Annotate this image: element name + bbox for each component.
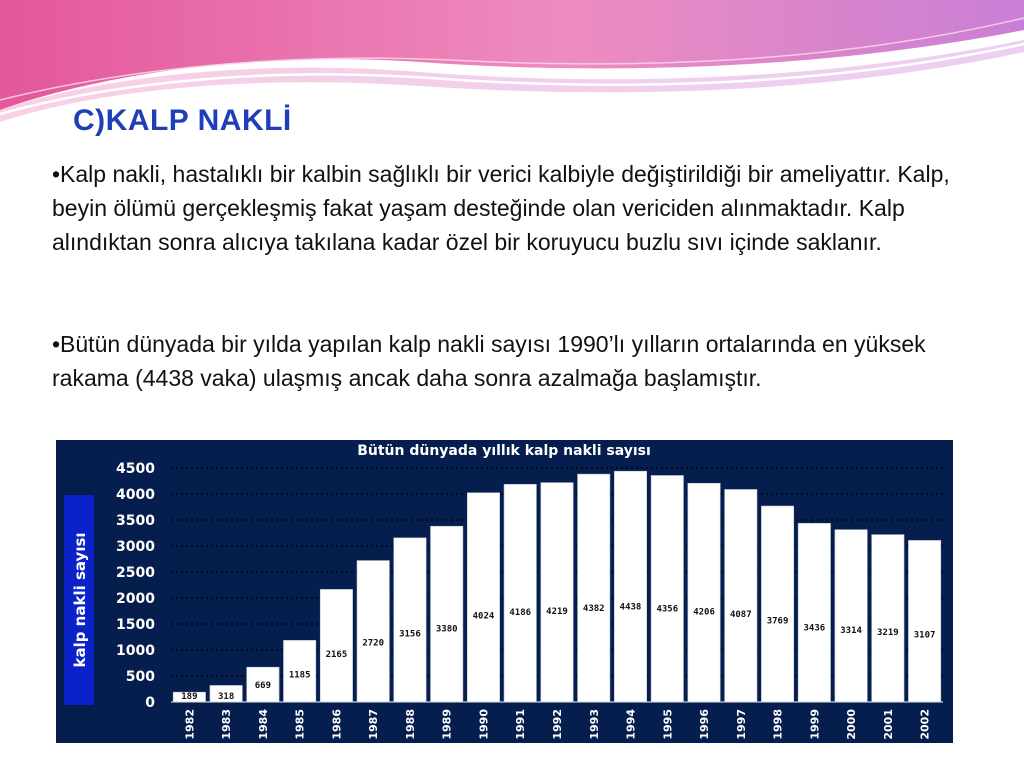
bar-value-label: 4382 bbox=[582, 603, 605, 614]
bar bbox=[467, 493, 499, 702]
x-tick-label: 1984 bbox=[256, 709, 270, 740]
bar bbox=[761, 506, 793, 702]
bar-value-label: 189 bbox=[181, 692, 198, 702]
x-tick-label: 1988 bbox=[403, 709, 417, 740]
x-tick-label: 1994 bbox=[624, 709, 638, 740]
x-tick-label: 1998 bbox=[771, 709, 785, 740]
bar bbox=[688, 483, 720, 702]
y-tick-label: 0 bbox=[145, 695, 155, 711]
bar-value-label: 4024 bbox=[472, 611, 495, 622]
bar-value-label: 3436 bbox=[803, 623, 826, 634]
x-tick-label: 1991 bbox=[514, 709, 528, 740]
x-tick-label: 1987 bbox=[367, 709, 381, 740]
x-tick-label: 1982 bbox=[183, 709, 197, 740]
bar-value-label: 4186 bbox=[509, 607, 532, 618]
bar-value-label: 3219 bbox=[877, 628, 899, 639]
bar-value-label: 1185 bbox=[288, 670, 311, 681]
x-tick-label: 2001 bbox=[881, 709, 895, 740]
bar-value-label: 3156 bbox=[399, 629, 421, 640]
x-tick-label: 1999 bbox=[808, 709, 822, 740]
y-tick-label: 2000 bbox=[116, 591, 155, 607]
y-tick-label: 500 bbox=[125, 669, 155, 685]
bar bbox=[578, 474, 610, 702]
bar-value-label: 4438 bbox=[619, 602, 642, 613]
bar-value-label: 3107 bbox=[913, 630, 936, 641]
x-tick-label: 1993 bbox=[587, 709, 601, 740]
y-tick-label: 3500 bbox=[116, 513, 155, 529]
bar bbox=[798, 523, 830, 702]
x-tick-label: 2002 bbox=[918, 709, 932, 740]
bar bbox=[651, 475, 683, 702]
bar bbox=[394, 538, 426, 702]
y-tick-label: 3000 bbox=[116, 539, 155, 555]
bar bbox=[725, 489, 757, 702]
x-tick-label: 1985 bbox=[293, 709, 307, 740]
bar bbox=[614, 471, 646, 702]
slide-title: C)KALP NAKLİ bbox=[73, 104, 292, 137]
x-tick-label: 1996 bbox=[698, 709, 712, 740]
y-axis-label: kalp nakli sayısı bbox=[71, 532, 89, 668]
y-tick-label: 4000 bbox=[116, 487, 155, 503]
bar bbox=[504, 484, 536, 702]
x-tick-label: 1983 bbox=[220, 709, 234, 740]
x-tick-label: 1986 bbox=[330, 709, 344, 740]
bar-value-label: 3769 bbox=[766, 616, 789, 627]
bar-value-label: 669 bbox=[254, 681, 272, 692]
bar bbox=[908, 540, 940, 702]
bar bbox=[431, 526, 463, 702]
bar-value-label: 3314 bbox=[840, 626, 862, 637]
bar-value-label: 3380 bbox=[435, 624, 458, 635]
x-tick-label: 1989 bbox=[440, 709, 454, 740]
bar-value-label: 2165 bbox=[325, 649, 348, 660]
y-tick-label: 4500 bbox=[116, 461, 155, 477]
paragraph-heart-transplant-definition: •Kalp nakli, hastalıklı bir kalbin sağlıklı bir verici kalbiyle değiştirildiği bir ameliyattır. Kalp, beyin ölümü gerçekleşmiş fakat yaşam desteğinde olan vericiden alınmaktadır. Kalp alındıktan sonra alıcıya takılana kadar özel bir koruyucu buzlu sıvı içinde saklanır. bbox=[52, 161, 950, 255]
bar bbox=[872, 535, 904, 702]
x-tick-label: 1992 bbox=[551, 709, 564, 740]
bar-value-label: 4356 bbox=[656, 604, 679, 615]
bar bbox=[357, 561, 389, 702]
y-tick-label: 1000 bbox=[116, 643, 155, 659]
bar-value-label: 318 bbox=[218, 692, 235, 702]
x-tick-label: 1995 bbox=[661, 709, 675, 740]
bar-value-label: 2720 bbox=[362, 638, 385, 649]
y-tick-label: 2500 bbox=[116, 565, 155, 581]
x-tick-label: 1997 bbox=[734, 709, 748, 740]
bar-value-label: 4219 bbox=[546, 607, 568, 618]
chart-title: Bütün dünyada yıllık kalp nakli sayısı bbox=[357, 443, 651, 459]
y-tick-label: 1500 bbox=[116, 617, 155, 633]
bar-value-label: 4206 bbox=[693, 607, 715, 618]
x-tick-label: 1990 bbox=[477, 709, 491, 740]
bar bbox=[835, 530, 867, 702]
bar-chart bbox=[56, 440, 953, 743]
bar bbox=[320, 589, 352, 702]
bar-value-label: 4087 bbox=[729, 609, 752, 620]
paragraph-worldwide-statistics: •Bütün dünyada bir yılda yapılan kalp nakli sayısı 1990’lı yılların ortalarında en yüksek rakama (4438 vaka) ulaşmış ancak daha sonra azalmağa başlamıştır. bbox=[52, 331, 926, 391]
bar-chart-panel bbox=[56, 440, 953, 743]
bar bbox=[541, 483, 573, 702]
x-tick-label: 2000 bbox=[845, 709, 859, 740]
